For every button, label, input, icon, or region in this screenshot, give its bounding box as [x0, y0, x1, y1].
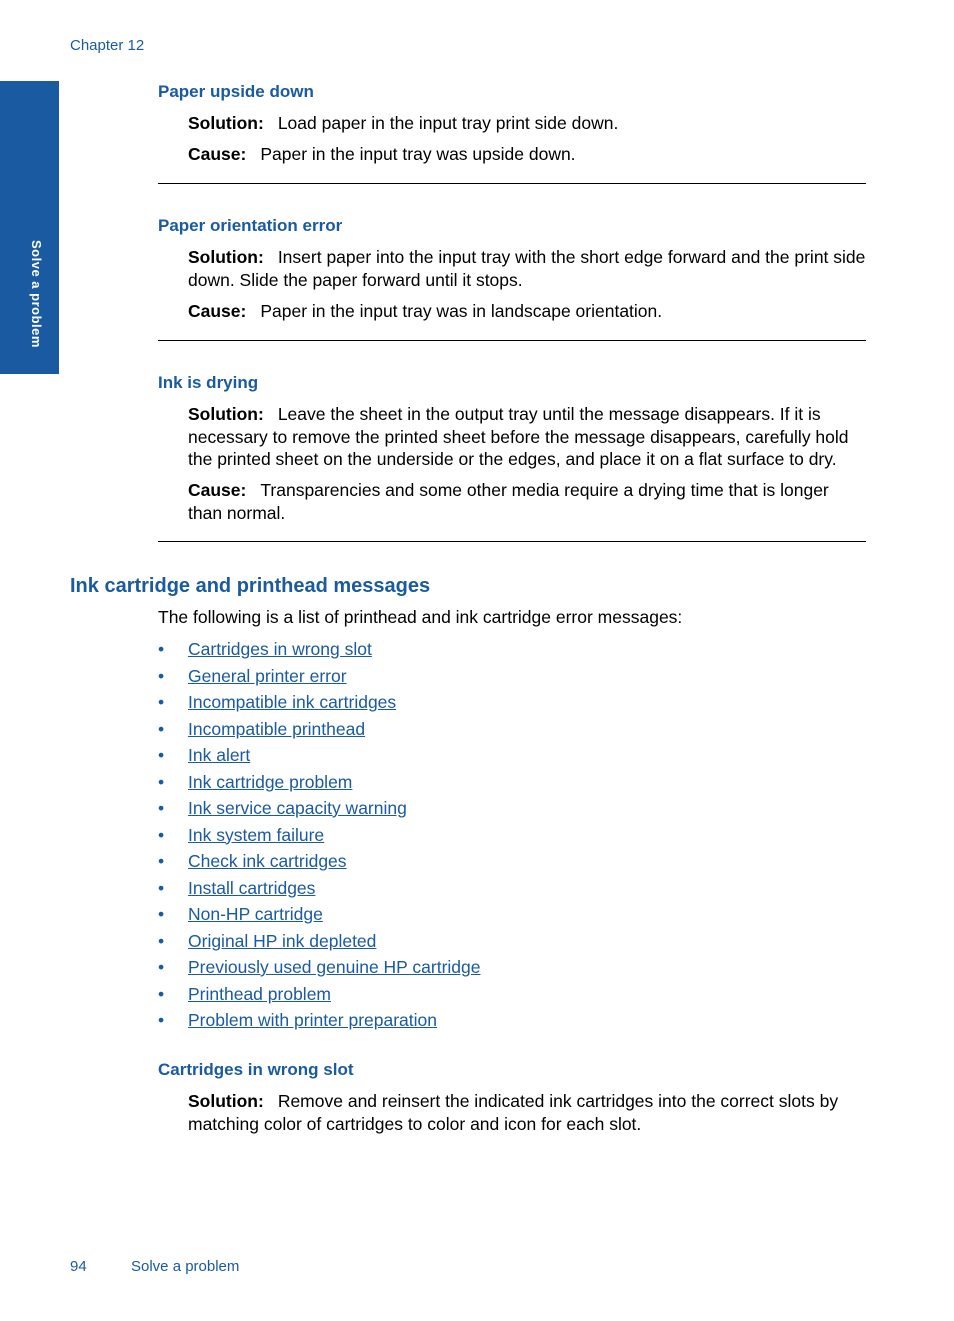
- page-number: 94: [70, 1258, 87, 1275]
- bullet-icon: •: [158, 983, 165, 1004]
- cause-label: Cause:: [188, 480, 247, 500]
- ink-section-intro: The following is a list of printhead and ink cartridge error messages:: [158, 607, 683, 627]
- message-link[interactable]: Problem with printer preparation: [188, 1010, 438, 1030]
- footer-title: Solve a problem: [131, 1258, 240, 1275]
- solution-paragraph: [188, 246, 866, 291]
- message-link[interactable]: Ink cartridge problem: [188, 771, 353, 792]
- solution-label: Solution:: [188, 113, 264, 133]
- message-link[interactable]: Previously used genuine HP cartridge: [188, 957, 481, 977]
- cause-text: Paper in the input tray was in landscape orientation.: [260, 301, 663, 321]
- solution-paragraph: [188, 403, 866, 471]
- message-link[interactable]: Non-HP cartridge: [188, 904, 323, 924]
- section-divider: [158, 541, 866, 542]
- bullet-icon: •: [158, 718, 165, 739]
- bullet-icon: •: [158, 771, 165, 792]
- bullet-icon: •: [158, 745, 165, 765]
- message-link[interactable]: Incompatible printhead: [188, 718, 366, 739]
- section-divider: [158, 340, 866, 341]
- section-title-ink-is-drying: Ink is drying: [158, 373, 259, 392]
- message-link[interactable]: Ink alert: [188, 745, 251, 765]
- bullet-icon: •: [158, 692, 165, 712]
- bullet-icon: •: [158, 824, 165, 845]
- solution-label: Solution:: [188, 404, 264, 424]
- message-link[interactable]: Ink system failure: [188, 824, 325, 845]
- chapter-header: Chapter 12: [70, 37, 145, 54]
- bullet-icon: •: [158, 877, 165, 898]
- bullet-icon: •: [158, 957, 165, 977]
- cause-paragraph: [188, 300, 866, 323]
- bullet-icon: •: [158, 798, 165, 818]
- solution-label: Solution:: [188, 1091, 264, 1111]
- bullet-icon: •: [158, 851, 165, 871]
- solution-paragraph: [188, 112, 866, 135]
- section-title-paper-upside-down: Paper upside down: [158, 82, 314, 101]
- cause-label: Cause:: [188, 301, 247, 321]
- ink-section-title: Ink cartridge and printhead messages: [70, 575, 431, 597]
- bullet-icon: •: [158, 639, 165, 659]
- message-link[interactable]: Original HP ink depleted: [188, 930, 377, 951]
- cause-label: Cause:: [188, 144, 247, 164]
- bullet-icon: •: [158, 930, 165, 951]
- solution-text: Remove and reinsert the indicated ink cartridges into the correct slots by matching color of cartridges to color and icon for each slot.: [188, 1091, 839, 1134]
- message-link[interactable]: Cartridges in wrong slot: [188, 639, 372, 659]
- solution-text: Leave the sheet in the output tray until the message disappears. If it is necessary to remove the printed sheet before the message disappears, carefully hold the printed sheet on the underside or the edges, and place it on a flat surface to dry.: [188, 404, 849, 469]
- cause-text: Transparencies and some other media require a drying time that is longer than normal.: [188, 480, 829, 523]
- message-link[interactable]: Printhead problem: [188, 983, 331, 1004]
- cause-paragraph: [188, 479, 866, 524]
- solution-text: Load paper in the input tray print side down.: [277, 113, 619, 133]
- bullet-icon: •: [158, 665, 165, 686]
- solution-label: Solution:: [188, 247, 264, 267]
- section-title-cartridges-in-wrong-slot: Cartridges in wrong slot: [158, 1060, 354, 1079]
- message-link[interactable]: General printer error: [188, 665, 347, 686]
- bullet-icon: •: [158, 1010, 165, 1030]
- cause-text: Paper in the input tray was upside down.: [260, 144, 576, 164]
- solution-paragraph: [188, 1090, 866, 1135]
- message-link[interactable]: Ink service capacity warning: [188, 798, 407, 818]
- message-link[interactable]: Install cartridges: [188, 877, 316, 898]
- solution-text: Insert paper into the input tray with the short edge forward and the print side down. Slide the paper forward until it stops.: [188, 247, 866, 290]
- side-tab-label: Solve a problem: [29, 240, 44, 348]
- section-title-paper-orientation-error: Paper orientation error: [158, 216, 343, 235]
- message-link[interactable]: Incompatible ink cartridges: [188, 692, 397, 712]
- message-link[interactable]: Check ink cartridges: [188, 851, 347, 871]
- bullet-icon: •: [158, 904, 165, 924]
- cause-paragraph: [188, 143, 866, 166]
- section-divider: [158, 183, 866, 184]
